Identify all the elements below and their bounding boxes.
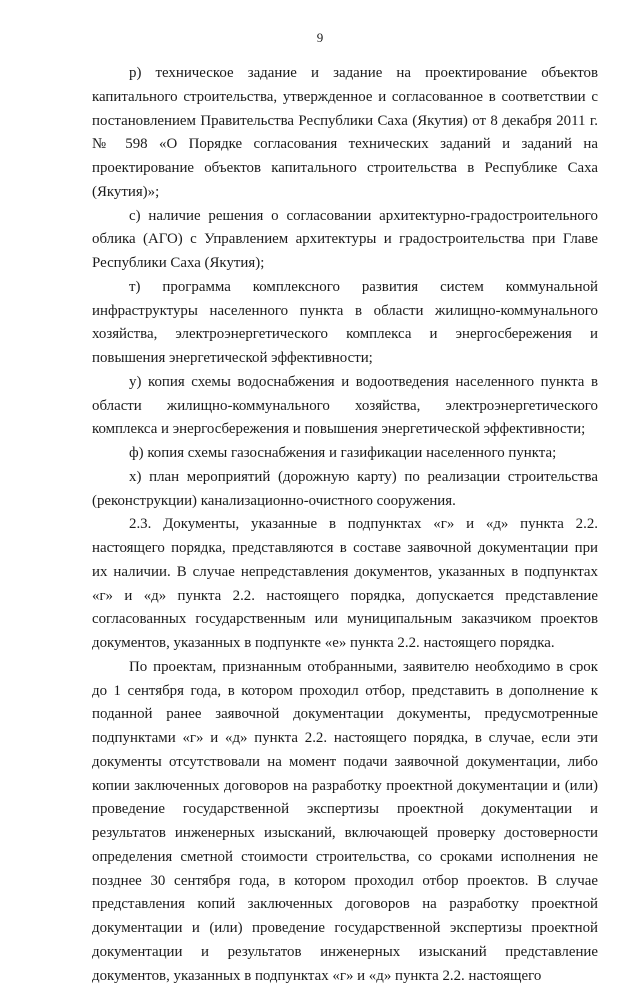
page-number: 9 [316, 30, 324, 45]
paragraph-item-s: с) наличие решения о согласовании архитектурно-градостроительного облика (АГО) с Управлением архитектуры и градостроительства при Главе Республики Саха (Якутия); [92, 207, 598, 271]
paragraph-item-u: у) копия схемы водоснабжения и водоотведения населенного пункта в области жилищно-коммунального хозяйства, электроэнергетического комплекса и энергосбережения и повышения энергетической эффективности; [92, 373, 598, 438]
document-body [92, 62, 598, 988]
paragraph-section-2-3: 2.3. Документы, указанные в подпунктах «г» и «д» пункта 2.2. настоящего порядка, представляются в составе заявочной документации при их наличии. В случае непредставления документов, указанных в подпунктах «г» и «д» пункта 2.2. настоящего порядка, допускается представление согласованных государственным или муниципальным заказчиком проектов документов, указанных в подпункте «е» пункта 2.2. настоящего порядка. [92, 516, 598, 651]
paragraph-selected-projects: По проектам, признанным отобранными, заявителю необходимо в срок до 1 сентября года, в котором проходил отбор, представить в дополнение к поданной ранее заявочной документации документы, предусмотренные подпунктами «г» и «д» пункта 2.2. настоящего порядка, в случае, если эти документы отсутствовали на момент подачи заявочной документации, либо копии заключенных договоров на разработку проектной документации и (или) проведение государственной экспертизы проектной документации и результатов инженерных изысканий, включающей проверку достоверности определения сметной стоимости строительства, со сроками исполнения не позднее 30 сентября года, в котором проходил отбор проектов. В случае представления копий заключенных договоров на разработку проектной документации и (или) проведение государственной экспертизы проектной документации и результатов инженерных изысканий представление документов, указанных в подпунктах «г» и «д» пункта 2.2. настоящего [92, 658, 598, 984]
paragraph-item-kh: х) план мероприятий (дорожную карту) по реализации строительства (реконструкции) канализационно-очистного сооружения. [92, 468, 598, 509]
paragraph-item-t: т) программа комплексного развития систем коммунальной инфраструктуры населенного пункта в области жилищно-коммунального хозяйства, электроэнергетического комплекса и энергосбережения и повышения энергетической эффективности; [92, 278, 598, 366]
paragraph-item-f: ф) копия схемы газоснабжения и газификации населенного пункта; [129, 445, 557, 461]
paragraph-item-r: р) техническое задание и задание на проектирование объектов капитального строительства, утвержденное и согласованное в соответствии с постановлением Правительства Республики Саха (Якутия) от 8 декабря 2011 г. № 598 «О Порядке согласования технических заданий и заданий на проектирование объектов капитального строительства в Республике Саха (Якутия)»; [92, 65, 598, 200]
